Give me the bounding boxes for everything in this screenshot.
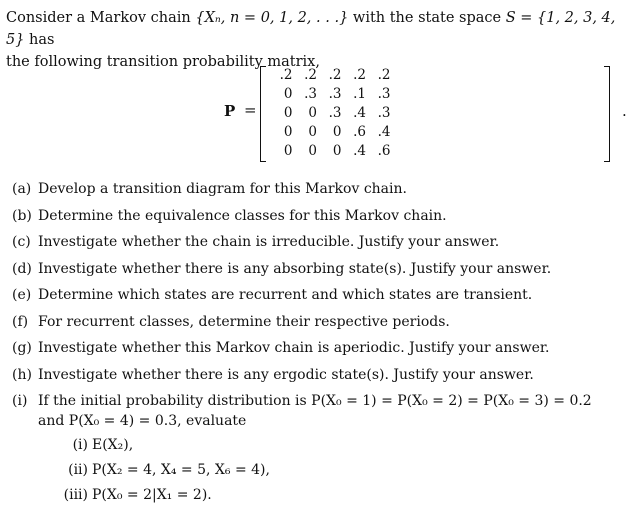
question-list	[12, 176, 632, 508]
transition-matrix	[224, 66, 627, 162]
subpart-list	[62, 433, 628, 508]
question-item	[12, 282, 632, 309]
subpart-item	[62, 458, 628, 483]
question-label: (e)	[12, 287, 32, 303]
question-label: (h)	[12, 366, 32, 383]
matrix-cell: .2	[304, 67, 317, 84]
chain-expression: {Xₙ, n = 0, 1, 2, . . .}	[195, 10, 349, 26]
subpart-text: P(X₀ = 2|X₁ = 2).	[92, 487, 212, 503]
question-item	[12, 362, 632, 389]
question-text: Investigate whether there is any absorbing state(s). Justify your answer.	[38, 260, 552, 277]
matrix-cell: .3	[304, 86, 317, 103]
subpart-text: E(X₂),	[92, 437, 134, 453]
matrix-cell: 0	[308, 123, 317, 140]
matrix-cell: 0	[308, 142, 317, 159]
matrix-cell: .2	[279, 67, 293, 84]
matrix-cell: .3	[328, 104, 342, 121]
subpart-label: (i)	[72, 437, 88, 453]
question-text: Determine which states are recurrent and which states are transient.	[38, 287, 533, 303]
question-label: (g)	[12, 340, 32, 356]
subpart-item	[62, 483, 628, 508]
matrix-cell: .3	[377, 86, 391, 103]
question-item-i	[12, 391, 632, 508]
question-item	[12, 203, 632, 230]
intro-line-1	[6, 7, 630, 51]
subpart-label: (ii)	[68, 462, 88, 478]
matrix-equals: =	[244, 101, 257, 119]
question-text: Investigate whether there is any ergodic state(s). Justify your answer.	[38, 366, 534, 383]
matrix-row	[268, 122, 391, 141]
question-label: (f)	[12, 313, 29, 330]
matrix-end-punct: .	[622, 102, 627, 120]
intro-text-c: has	[24, 32, 55, 48]
question-label: (i)	[12, 393, 28, 409]
question-i-line-2: and P(X₀ = 4) = 0.3, evaluate	[38, 413, 247, 429]
question-label: (b)	[12, 207, 32, 224]
subpart-label: (iii)	[63, 487, 88, 503]
matrix-right-bracket	[604, 66, 610, 162]
question-text: Determine the equivalence classes for this Markov chain.	[38, 207, 447, 224]
question-item	[12, 309, 632, 336]
matrix-cell: .3	[377, 104, 391, 121]
question-item	[12, 256, 632, 283]
matrix-symbol: P	[224, 102, 236, 120]
question-label: (c)	[12, 234, 31, 250]
matrix-row	[268, 85, 391, 104]
question-text: Investigate whether the chain is irreducible. Justify your answer.	[38, 234, 500, 250]
matrix-row	[268, 141, 391, 160]
matrix-cell: .6	[377, 142, 391, 159]
matrix-cell: 0	[308, 104, 317, 121]
matrix-cell: .6	[353, 123, 366, 140]
matrix-left-bracket	[260, 66, 266, 162]
matrix-cell: 0	[332, 123, 342, 140]
question-item	[12, 229, 632, 256]
question-i-line-1: If the initial probability distribution is P(X₀ = 1) = P(X₀ = 2) = P(X₀ = 3) = 0.2	[38, 393, 592, 409]
matrix-cell: 0	[283, 142, 293, 159]
matrix-cell: .2	[353, 67, 366, 84]
matrix-cell: .4	[353, 104, 366, 121]
state-space-expression: S = {1, 2, 3, 4, 5}	[6, 10, 616, 48]
intro-text-a: Consider a Markov chain	[6, 10, 196, 26]
question-text: Investigate whether this Markov chain is aperiodic. Justify your answer.	[38, 340, 550, 356]
matrix-cell: .3	[328, 86, 342, 103]
matrix-cell: 0	[283, 104, 293, 121]
question-text: Develop a transition diagram for this Markov chain.	[38, 181, 407, 197]
question-text: For recurrent classes, determine their respective periods.	[38, 313, 450, 330]
matrix-cell: 0	[283, 86, 293, 103]
matrix-cell: .2	[328, 67, 342, 84]
question-item	[12, 176, 632, 203]
matrix-grid	[268, 66, 391, 160]
intro-line-2: the following transition probability matrix,	[6, 54, 320, 70]
matrix-cell: 0	[283, 123, 293, 140]
matrix-row	[268, 66, 391, 85]
matrix-cell: .4	[353, 142, 366, 159]
subpart-item	[62, 433, 628, 458]
matrix-row	[268, 104, 391, 123]
question-item	[12, 335, 632, 362]
matrix-cell: 0	[332, 142, 342, 159]
intro-text-b: with the state space	[348, 10, 506, 26]
subpart-text: P(X₂ = 4, X₄ = 5, X₆ = 4),	[92, 462, 270, 478]
matrix-cell: .1	[353, 86, 366, 103]
matrix-cell: .4	[377, 123, 391, 140]
problem-intro	[6, 7, 630, 73]
matrix-cell: .2	[377, 67, 391, 84]
question-text	[38, 391, 628, 508]
question-label: (d)	[12, 260, 32, 277]
question-label: (a)	[12, 181, 32, 197]
